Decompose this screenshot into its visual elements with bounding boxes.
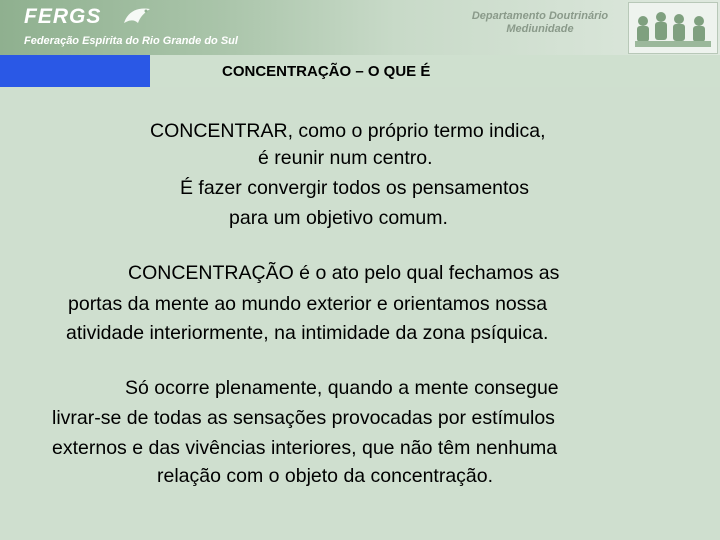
department-line1: Departamento Doutrinário — [471, 10, 609, 22]
paragraph-line: externos e das vivências interiores, que não têm nenhuma — [52, 437, 558, 459]
fergs-logo: FERGS — [24, 5, 102, 28]
paragraph-line: É fazer convergir todos os pensamentos — [180, 177, 530, 199]
paragraph-line: é reunir num centro. — [258, 147, 433, 169]
slide-title: CONCENTRAÇÃO – O QUE É — [222, 63, 431, 80]
paragraph-line: Só ocorre plenamente, quando a mente consegue — [125, 377, 559, 399]
paragraph-line: atividade interiormente, na intimidade da zona psíquica. — [66, 322, 549, 344]
paragraph-line: CONCENTRAÇÃO é o ato pelo qual fechamos as — [128, 262, 560, 284]
paragraph-line: CONCENTRAR, como o próprio termo indica, — [150, 120, 546, 142]
department-line2: Mediunidade — [506, 23, 574, 35]
group-photo — [628, 2, 718, 54]
paragraph-line: relação com o objeto da concentração. — [157, 465, 494, 487]
org-name: Federação Espírita do Rio Grande do Sul — [24, 35, 238, 47]
dove-icon — [120, 5, 154, 29]
paragraph-line: portas da mente ao mundo exterior e orientamos nossa — [68, 293, 548, 315]
header-banner — [0, 0, 720, 55]
paragraph-line: para um objetivo comum. — [229, 207, 448, 229]
paragraph-line: livrar-se de todas as sensações provocadas por estímulos — [52, 407, 555, 429]
department-label — [440, 10, 640, 36]
